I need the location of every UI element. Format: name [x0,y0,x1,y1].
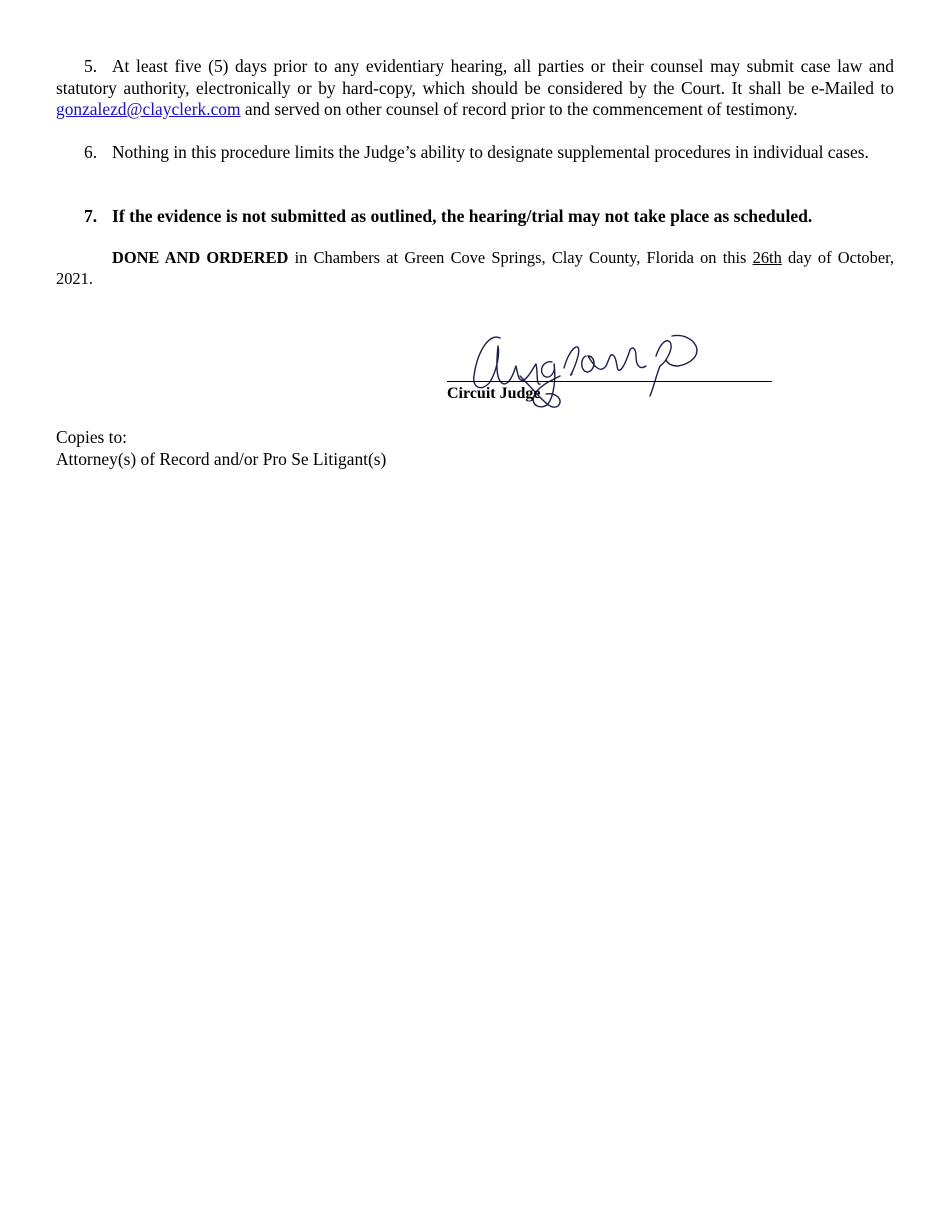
clerk-email-link[interactable]: gonzalezd@clayclerk.com [56,99,241,119]
done-and-ordered [56,247,894,289]
signature-title: Circuit Judge [447,385,541,402]
paragraph-5-number: 5. [84,56,98,76]
order-day: 26th [752,248,782,267]
done-and-ordered-date: day of October, 2021. [56,248,894,288]
paragraph-5 [56,56,894,121]
paragraph-5-text: At least five (5) days prior to any evidentiary hearing, all parties or their counsel may submit case law and statutory authority, electronically or by hard-copy, which should be considered by the Court. It shall be e-Mailed to [56,56,894,98]
paragraph-6-text: Nothing in this procedure limits the Judge’s ability to designate supplemental procedures in individual cases. [112,142,869,162]
copies-to-block [56,427,386,470]
done-and-ordered-lead: DONE AND ORDERED [112,248,289,267]
copies-recipients: Attorney(s) of Record and/or Pro Se Litigant(s) [56,448,387,469]
done-and-ordered-text: in Chambers at Green Cove Springs, Clay County, Florida on this [288,248,753,267]
paragraph-6 [56,142,894,164]
paragraph-7-text: If the evidence is not submitted as outlined, the hearing/trial may not take place as scheduled. [112,206,813,226]
paragraph-7 [56,206,894,228]
copies-heading: Copies to: [56,427,128,447]
paragraph-7-number: 7. [84,206,98,226]
paragraph-5-text-end: and served on other counsel of record prior to the commencement of testimony. [240,99,798,119]
signature-line [447,381,772,382]
paragraph-6-number: 6. [84,142,98,162]
